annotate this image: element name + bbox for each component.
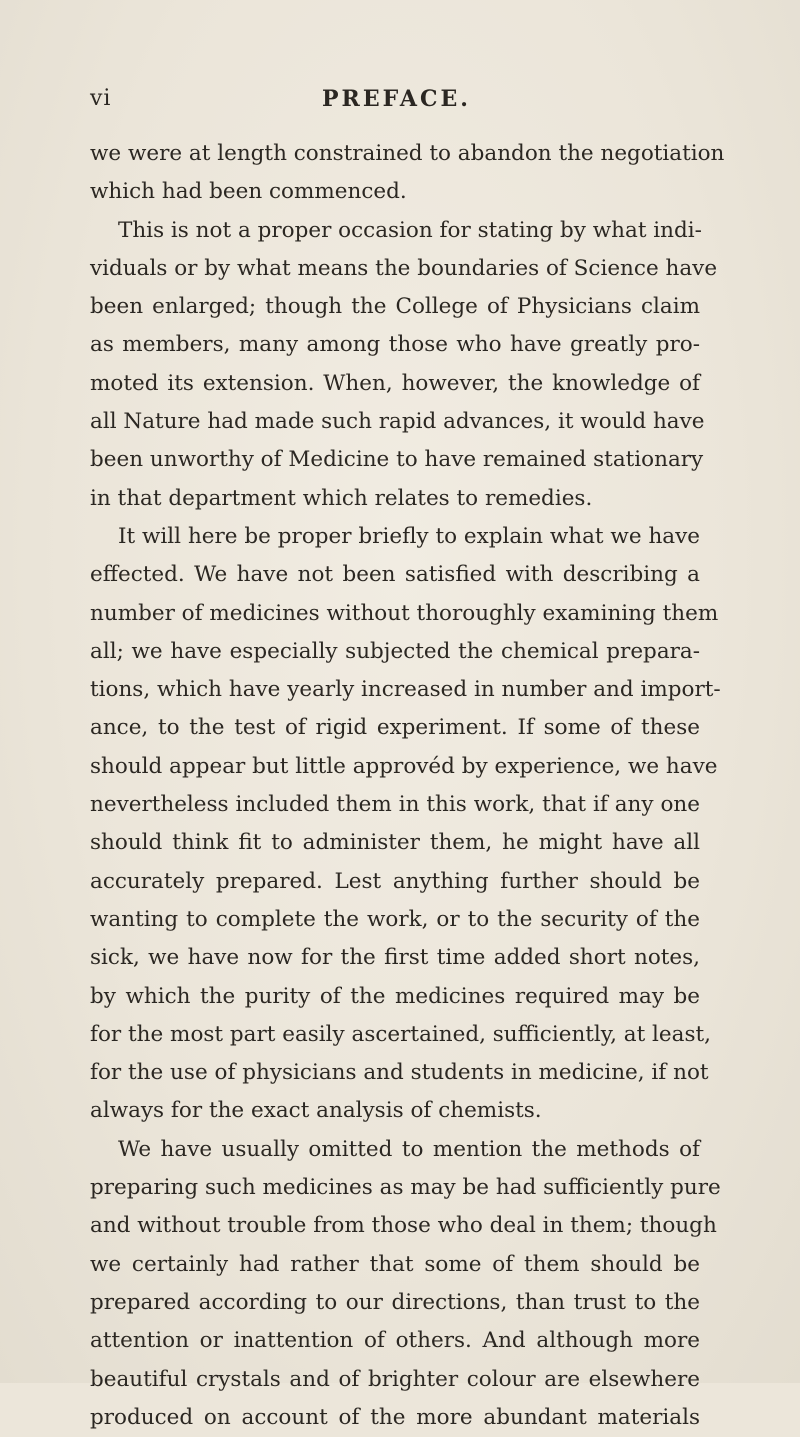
text-line: all; we have especially subjected the chemical prepara- [90, 638, 700, 664]
text-line: in that department which relates to remedies. [90, 485, 593, 511]
text-line: always for the exact analysis of chemists. [90, 1098, 542, 1124]
text-line: been unworthy of Medicine to have remained stationary [90, 447, 704, 473]
paragraph-first-line: It will here be proper briefly to explain what we have [118, 523, 700, 549]
text-line: preparing such medicines as may be had sufficiently pure [90, 1175, 721, 1201]
text-line: nevertheless included them in this work, that if any one [90, 792, 700, 818]
text-line: viduals or by what means the boundaries of Science have [90, 255, 718, 281]
text-line: number of medicines without thoroughly examining them [90, 600, 719, 626]
page-number: vi [90, 86, 112, 111]
running-head [90, 86, 710, 120]
text-line: attention or inattention of others. And although more [90, 1328, 700, 1354]
paragraph-first-line: We have usually omitted to mention the methods of [118, 1136, 700, 1162]
text-line: accurately prepared. Lest anything further should be [90, 868, 700, 894]
text-line: for the use of physicians and students in medicine, if not [90, 1060, 709, 1086]
text-line: wanting to complete the work, or to the security of the [90, 906, 700, 932]
running-title: PREFACE. [322, 86, 471, 112]
text-line: for the most part easily ascertained, sufficiently, at least, [90, 1021, 711, 1047]
text-line: all Nature had made such rapid advances, it would have [90, 409, 705, 435]
text-line: tions, which have yearly increased in number and import- [90, 677, 721, 703]
text-line: been enlarged; though the College of Physicians claim [90, 294, 700, 320]
text-line: sick, we have now for the first time added short notes, [90, 945, 700, 971]
text-line: moted its extension. When, however, the knowledge of [90, 370, 700, 396]
text-line: should think fit to administer them, he might have all [90, 830, 700, 856]
text-line: which had been commenced. [90, 179, 407, 205]
text-line: effected. We have not been satisfied with describing a [90, 562, 700, 588]
text-line: we were at length constrained to abandon the negotiation [90, 141, 725, 166]
text-line: ance, to the test of rigid experiment. If some of these [90, 715, 700, 741]
text-line: beautiful crystals and of brighter colour are elsewhere [90, 1366, 700, 1392]
text-line: should appear but little approvéd by experience, we have [90, 753, 718, 779]
text-line: produced on account of the more abundant materials [90, 1404, 700, 1430]
text-line: and without trouble from those who deal in them; though [90, 1213, 717, 1239]
text-line: by which the purity of the medicines required may be [90, 983, 700, 1009]
text-line: prepared according to our directions, than trust to the [90, 1289, 700, 1315]
paragraph-first-line: This is not a proper occasion for stating by what indi- [118, 217, 702, 243]
text-line: as members, many among those who have greatly pro- [90, 332, 700, 358]
body-text [90, 135, 725, 1437]
text-line: we certainly had rather that some of them should be [90, 1251, 700, 1277]
